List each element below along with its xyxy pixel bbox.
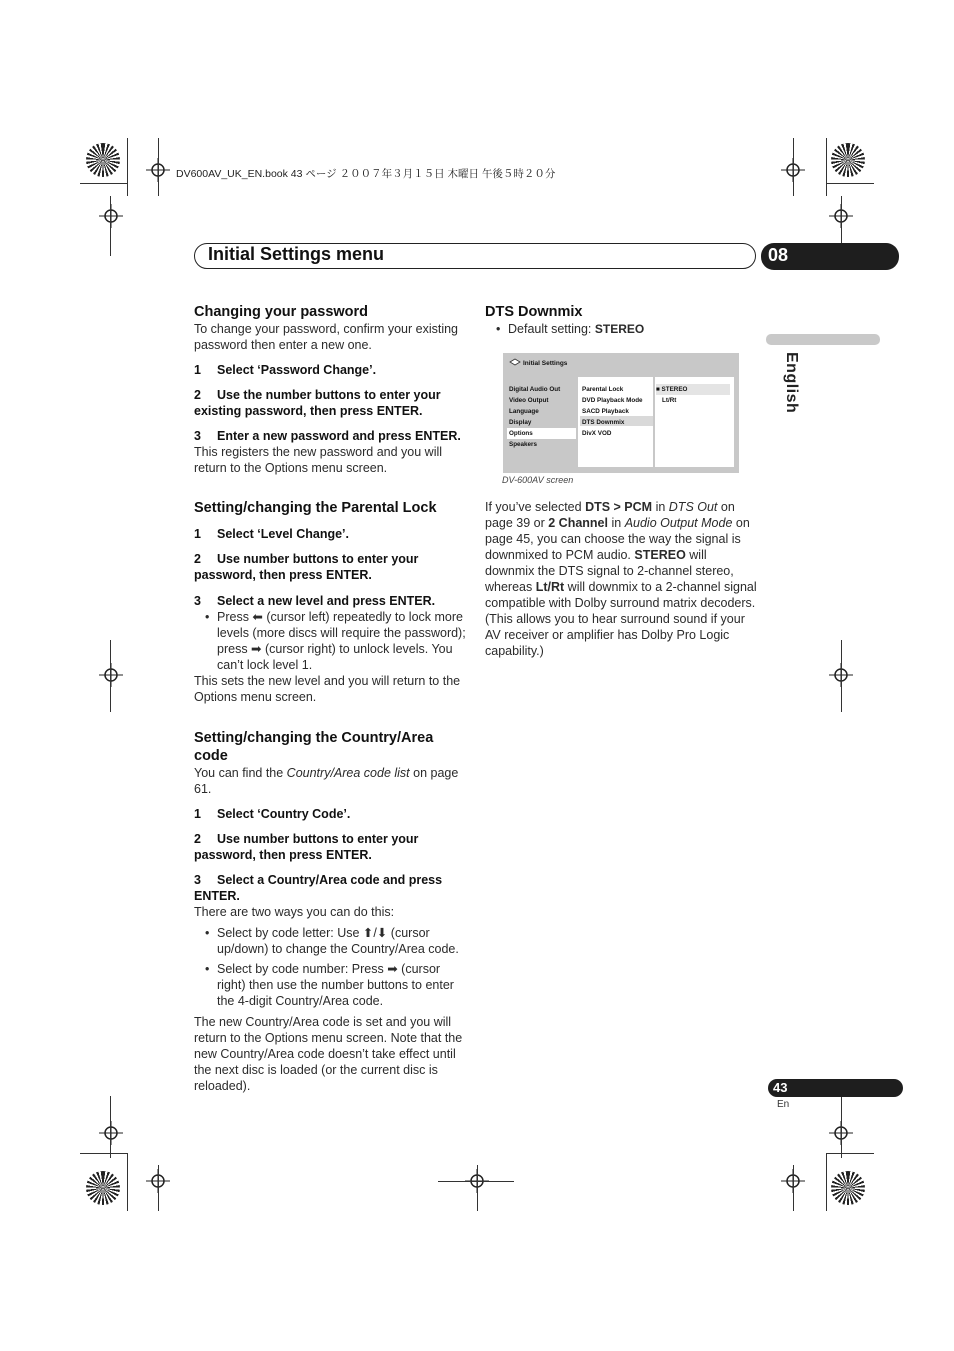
step-item: 3 Select a new level and press ENTER. [194, 594, 436, 608]
screen-menu-options [656, 384, 730, 406]
screen-option: Lt/Rt [662, 397, 677, 404]
disc-settings-icon [509, 358, 521, 366]
crosshair-icon [99, 204, 123, 228]
bullet-item: • Select by code number: Press ➡ (cursor right) then use the number buttons to enter the 4-digit Country/Area code. [194, 961, 468, 1009]
section-heading-dts-downmix: DTS Downmix [485, 304, 583, 320]
section-intro: You can find the Country/Area code list on page 61. [194, 766, 459, 796]
closing-paragraph: The new Country/Area code is set and you will return to the Options menu screen. Note that the new Country/Area code doesn’t take effect until the next disc is loaded (or the current disc is reloaded). [194, 1015, 463, 1093]
screen-menu-item: SACD Playback [582, 408, 629, 415]
screen-menu-item: Options [507, 428, 576, 439]
language-tab-label: English [783, 352, 800, 414]
page-number: 43 [773, 1080, 788, 1095]
page-language: En [777, 1099, 790, 1110]
step-item: 1 Select ‘Level Change’. [194, 527, 349, 541]
screen-menu-item: Language [509, 408, 539, 415]
section-heading-password: Changing your password [194, 304, 369, 320]
registration-wheel-icon [86, 143, 120, 177]
screen-menu-item: Parental Lock [582, 386, 624, 393]
section-intro: To change your password, confirm your existing password then enter a new one. [194, 322, 459, 352]
page-title: Initial Settings menu [208, 244, 385, 264]
step-result-text: This sets the new level and you will return to the Options menu screen. [194, 674, 461, 704]
registration-wheel-icon [831, 143, 865, 177]
step-item: 3 Select a Country/Area code and press ENTER. [194, 873, 443, 903]
step-result-text: This registers the new password and you will return to the Options menu screen. [194, 445, 443, 475]
step-item: 3 Enter a new password and press ENTER. [194, 429, 461, 443]
step-item: 2 Use number buttons to enter your password, then press ENTER. [194, 552, 419, 582]
screen-menu-item: Display [509, 419, 532, 426]
default-setting: • Default setting: STEREO [485, 321, 757, 337]
screen-menu-sub [582, 384, 643, 439]
screen-menu-item: DTS Downmix [582, 419, 625, 426]
bullet-item: • Select by code letter: Use ⬆/⬇ (cursor up/down) to change the Country/Area code. [194, 925, 468, 957]
section-heading-country-code: Setting/changing the Country/Area code [194, 730, 434, 764]
screen-menu-main [509, 384, 576, 450]
left-column [194, 303, 468, 1094]
screen-menu-item: DivX VOD [582, 430, 612, 437]
step-item: 2 Use number buttons to enter your password, then press ENTER. [194, 832, 419, 862]
step-result-text: There are two ways you can do this: [194, 905, 395, 919]
body-paragraph: If you’ve selected DTS > PCM in DTS Out on page 39 or 2 Channel in Audio Output Mode on page 45, you can choose the way the signal is downmixed to PCM audio. STEREO will downmix the DTS signal to 2-channel stereo, whereas Lt/Rt will downmix to a 2-channel signal compatible with Dolby surround matrix decoders. (This allows you to hear surround sound if your AV receiver or amplifier has Dolby Pro Logic capability.) [485, 500, 757, 658]
screen-option-selected: ■ STEREO [656, 384, 730, 395]
step-item: 1 Select ‘Country Code’. [194, 807, 351, 821]
screen-menu-item: Video Output [509, 397, 549, 404]
registration-wheel-icon [86, 1171, 120, 1205]
step-item: 2 Use the number buttons to enter your existing password, then press ENTER. [194, 388, 441, 418]
bullet-item: • Press ⬅ (cursor left) repeatedly to lock more levels (more discs will require the password); press ➡ (cursor right) to unlock levels. You can’t lock level 1. [194, 609, 468, 673]
page-number-badge [768, 1079, 903, 1097]
dts-body-text [485, 499, 757, 659]
crosshair-icon [99, 663, 123, 687]
language-tab-bar [766, 334, 880, 345]
registration-wheel-icon [831, 1171, 865, 1205]
screen-menu-item: Speakers [509, 441, 538, 448]
file-header-line: DV600AV_UK_EN.book 43 ページ ２００７年３月１５日 木曜日 午後５時２０分 [176, 168, 556, 180]
screen-menu-item: DVD Playback Mode [582, 397, 643, 404]
screen-caption: DV-600AV screen [502, 475, 574, 485]
crosshair-icon [99, 1121, 123, 1145]
screen-title: Initial Settings [523, 360, 568, 367]
section-heading-parental-lock: Setting/changing the Parental Lock [194, 500, 437, 516]
right-column [485, 303, 757, 337]
screen-menu-item: Digital Audio Out [509, 386, 561, 393]
chapter-number: 08 [768, 245, 789, 265]
step-item: 1 Select ‘Password Change’. [194, 363, 377, 377]
